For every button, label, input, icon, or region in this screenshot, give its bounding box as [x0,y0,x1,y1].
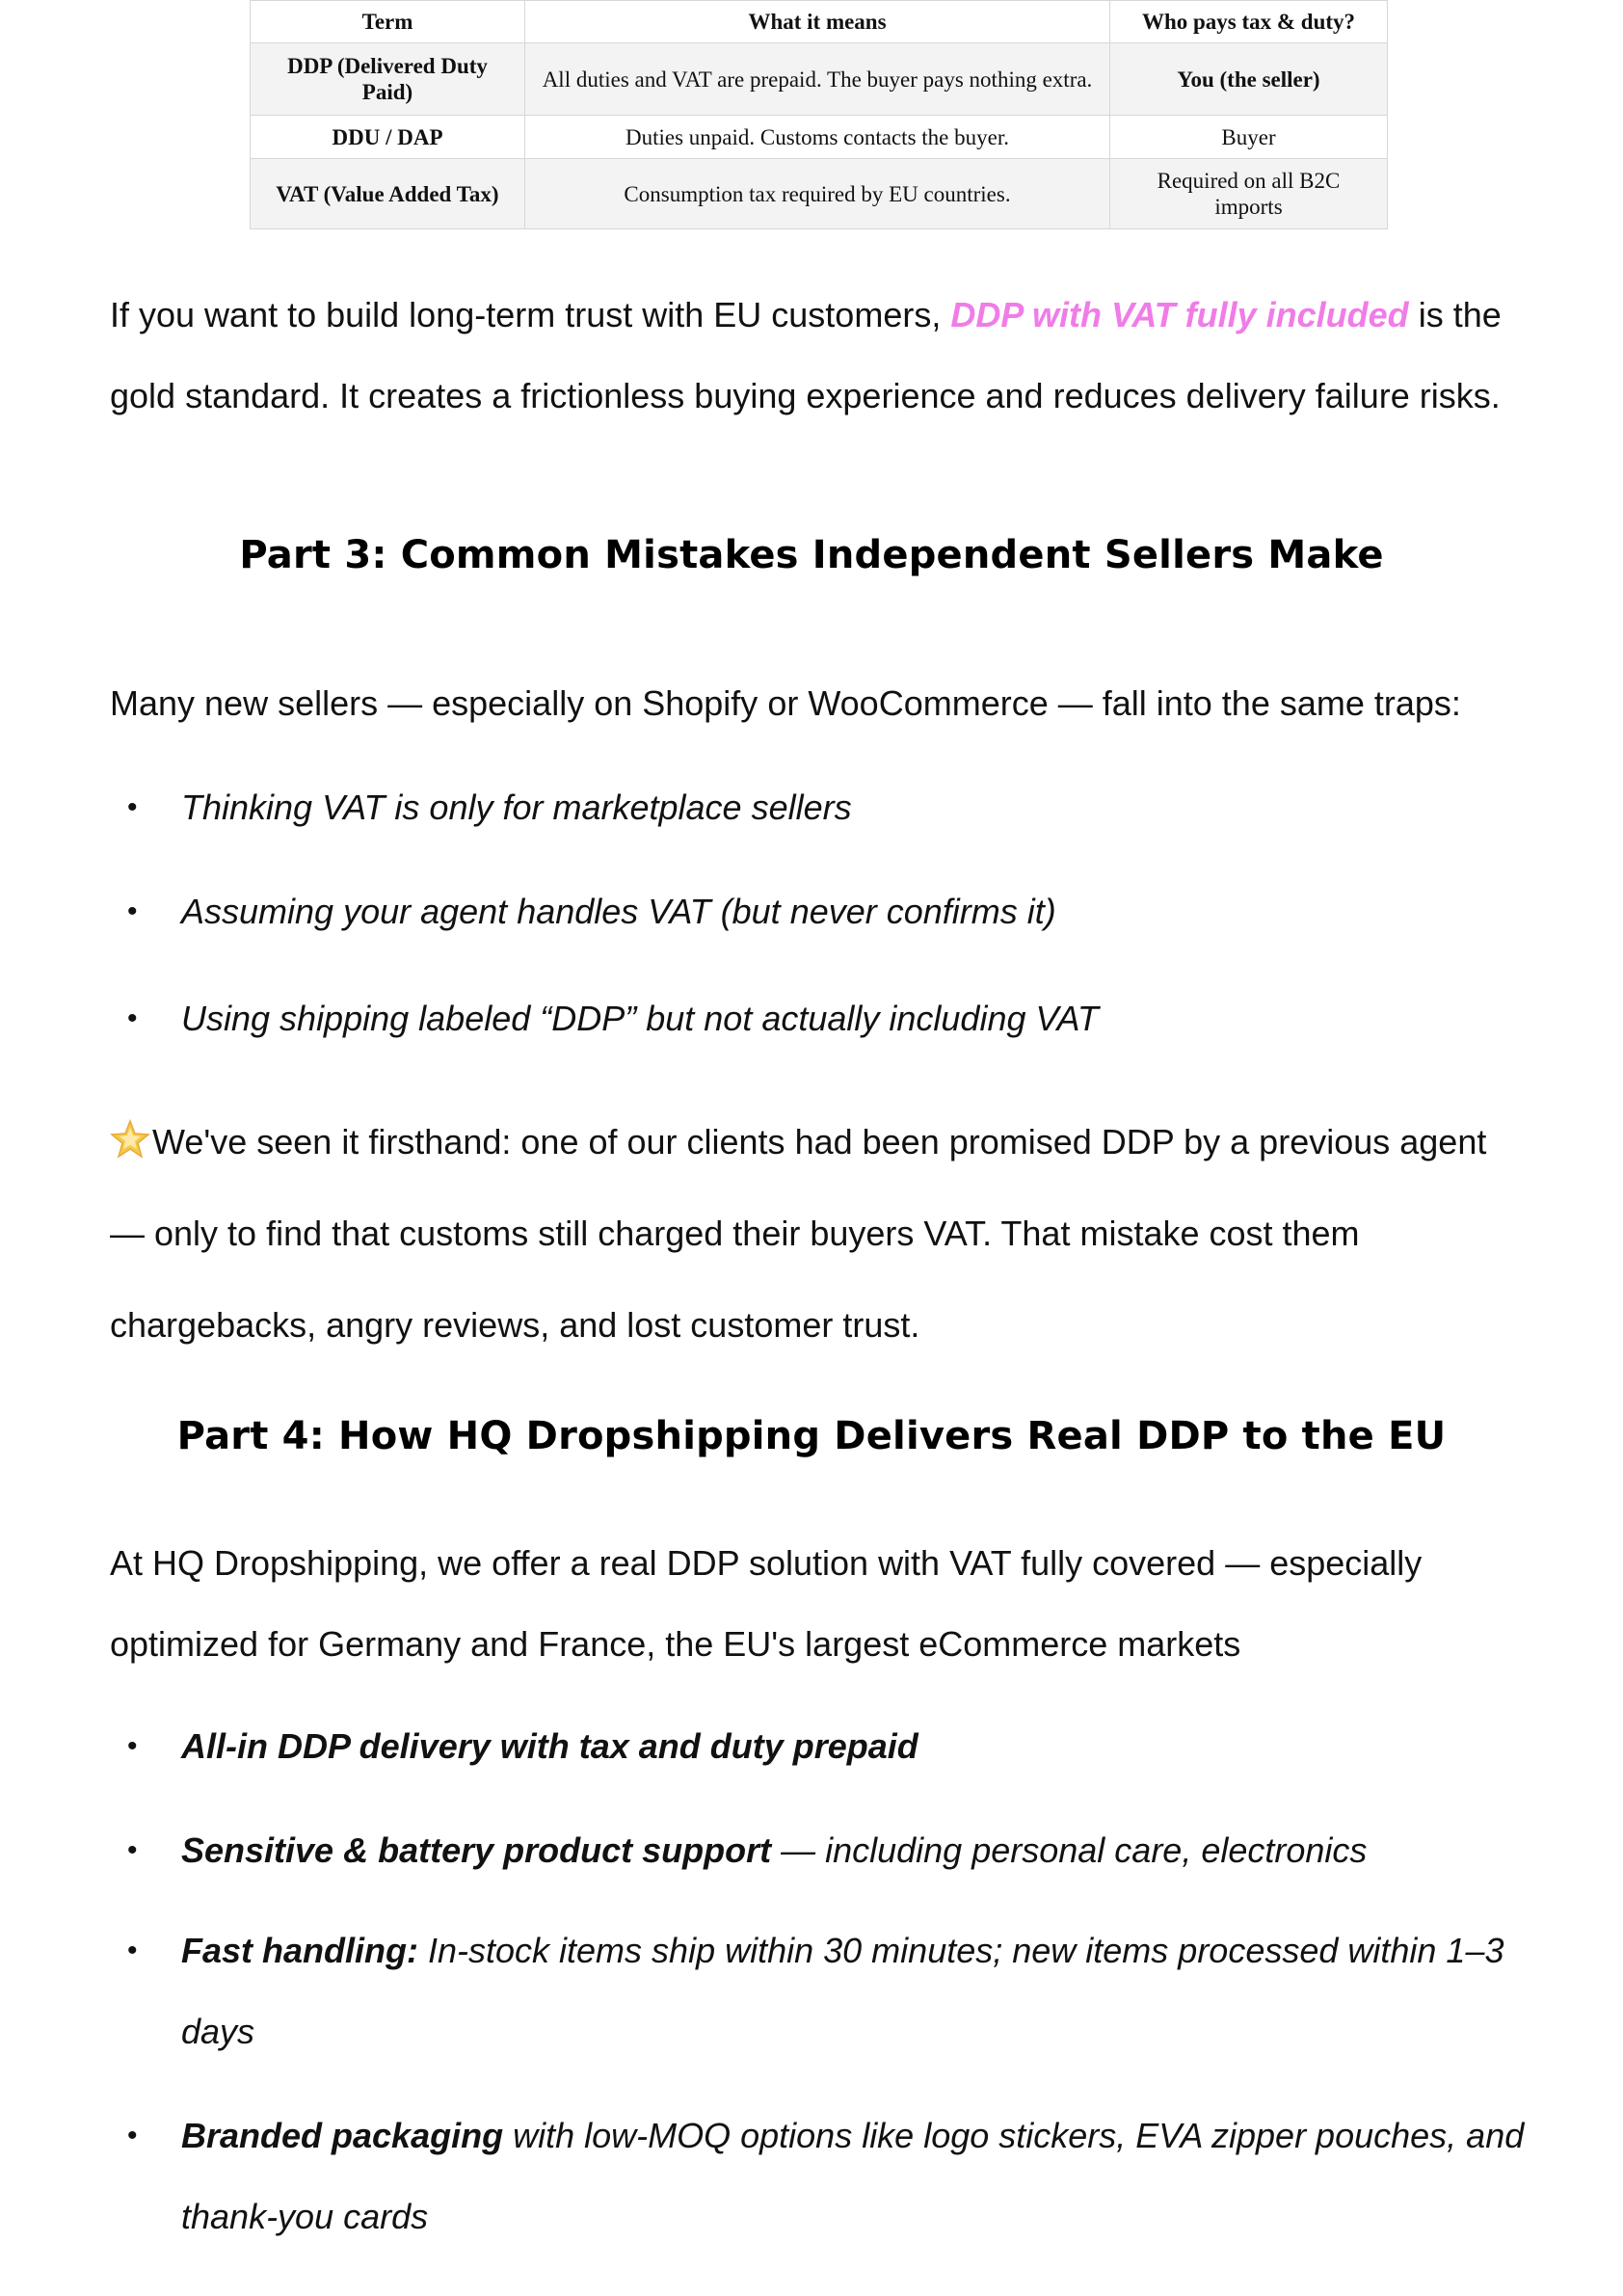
list-item-text: Assuming your agent handles VAT (but never confirms it) [181,892,1056,931]
list-item-rest: with low-MOQ options like logo stickers, EVA zipper pouches, and thank-you cards [181,2116,1525,2236]
bullet-dot: • [127,791,138,823]
bullet-dot: • [127,2120,138,2151]
list-item-text [181,1724,1530,1769]
list-item-text [181,1829,1530,1873]
table-cell-meaning: Duties unpaid. Customs contacts the buyer. [525,116,1110,159]
story-text: We've seen it firsthand: one of our clients had been promised DDP by a previous agent — only to find that customs still charged their buyers VAT. That mistake cost them chargebacks, angry reviews, and lost customer trust. [110,1122,1487,1345]
list-item-text: Thinking VAT is only for marketplace sellers [181,788,852,827]
part3-heading: Part 3: Common Mistakes Independent Sellers Make [239,533,1384,577]
part3-lead: Many new sellers — especially on Shopify or WooCommerce — fall into the same traps: [110,683,1461,723]
bullet-dot: • [127,1730,138,1762]
table-header-term: Term [251,1,525,43]
table-cell-meaning: Consumption tax required by EU countries. [525,159,1110,229]
terms-table [250,0,1388,229]
bullet-dot: • [127,1834,138,1866]
list-item-text: Using shipping labeled “DDP” but not actually including VAT [181,999,1099,1038]
list-item-bold: Branded packaging [181,2116,504,2155]
table-row [251,43,1388,116]
table-cell-payer: You (the seller) [1110,43,1388,116]
intro-highlight: DDP with VAT fully included [950,295,1409,334]
glowing-star-icon [110,1102,150,1142]
list-item-rest: — including personal care, electronics [771,1830,1368,1870]
table-row [251,116,1388,159]
list-item-text [181,2096,1530,2257]
bullet-dot: • [127,1002,138,1034]
intro-text-after: is the gold standard. It creates a frictionless buying experience and reduces delivery failure risks. [110,295,1502,415]
part3-story [110,1096,1527,1371]
bullet-dot: • [127,895,138,927]
list-item-bold: Fast handling: [181,1931,418,1970]
intro-paragraph [110,275,1527,437]
table-cell-payer: Buyer [1110,116,1388,159]
table-cell-term: DDU / DAP [251,116,525,159]
table-header-meaning: What it means [525,1,1110,43]
table-header-row [251,1,1388,43]
intro-text-before: If you want to build long-term trust with EU customers, [110,295,951,334]
bullet-dot: • [127,1935,138,1966]
table-row [251,159,1388,229]
list-item-bold: Sensitive & battery product support [181,1830,772,1870]
table-cell-payer: Required on all B2C imports [1110,159,1388,229]
table-cell-term: DDP (Delivered Duty Paid) [251,43,525,116]
list-item-rest: In-stock items ship within 30 minutes; new items processed within 1–3 days [181,1931,1504,2051]
part4-lead: At HQ Dropshipping, we offer a real DDP solution with VAT fully covered — especially optimized for Germany and France, the EU's largest eCommerce markets [110,1543,1423,1664]
part4-heading: Part 4: How HQ Dropshipping Delivers Real DDP to the EU [176,1414,1447,1458]
table-cell-meaning: All duties and VAT are prepaid. The buyer pays nothing extra. [525,43,1110,116]
list-item-bold: All-in DDP delivery with tax and duty prepaid [181,1726,918,1766]
table-cell-term: VAT (Value Added Tax) [251,159,525,229]
table-header-payer: Who pays tax & duty? [1110,1,1388,43]
list-item-text [181,1910,1530,2072]
